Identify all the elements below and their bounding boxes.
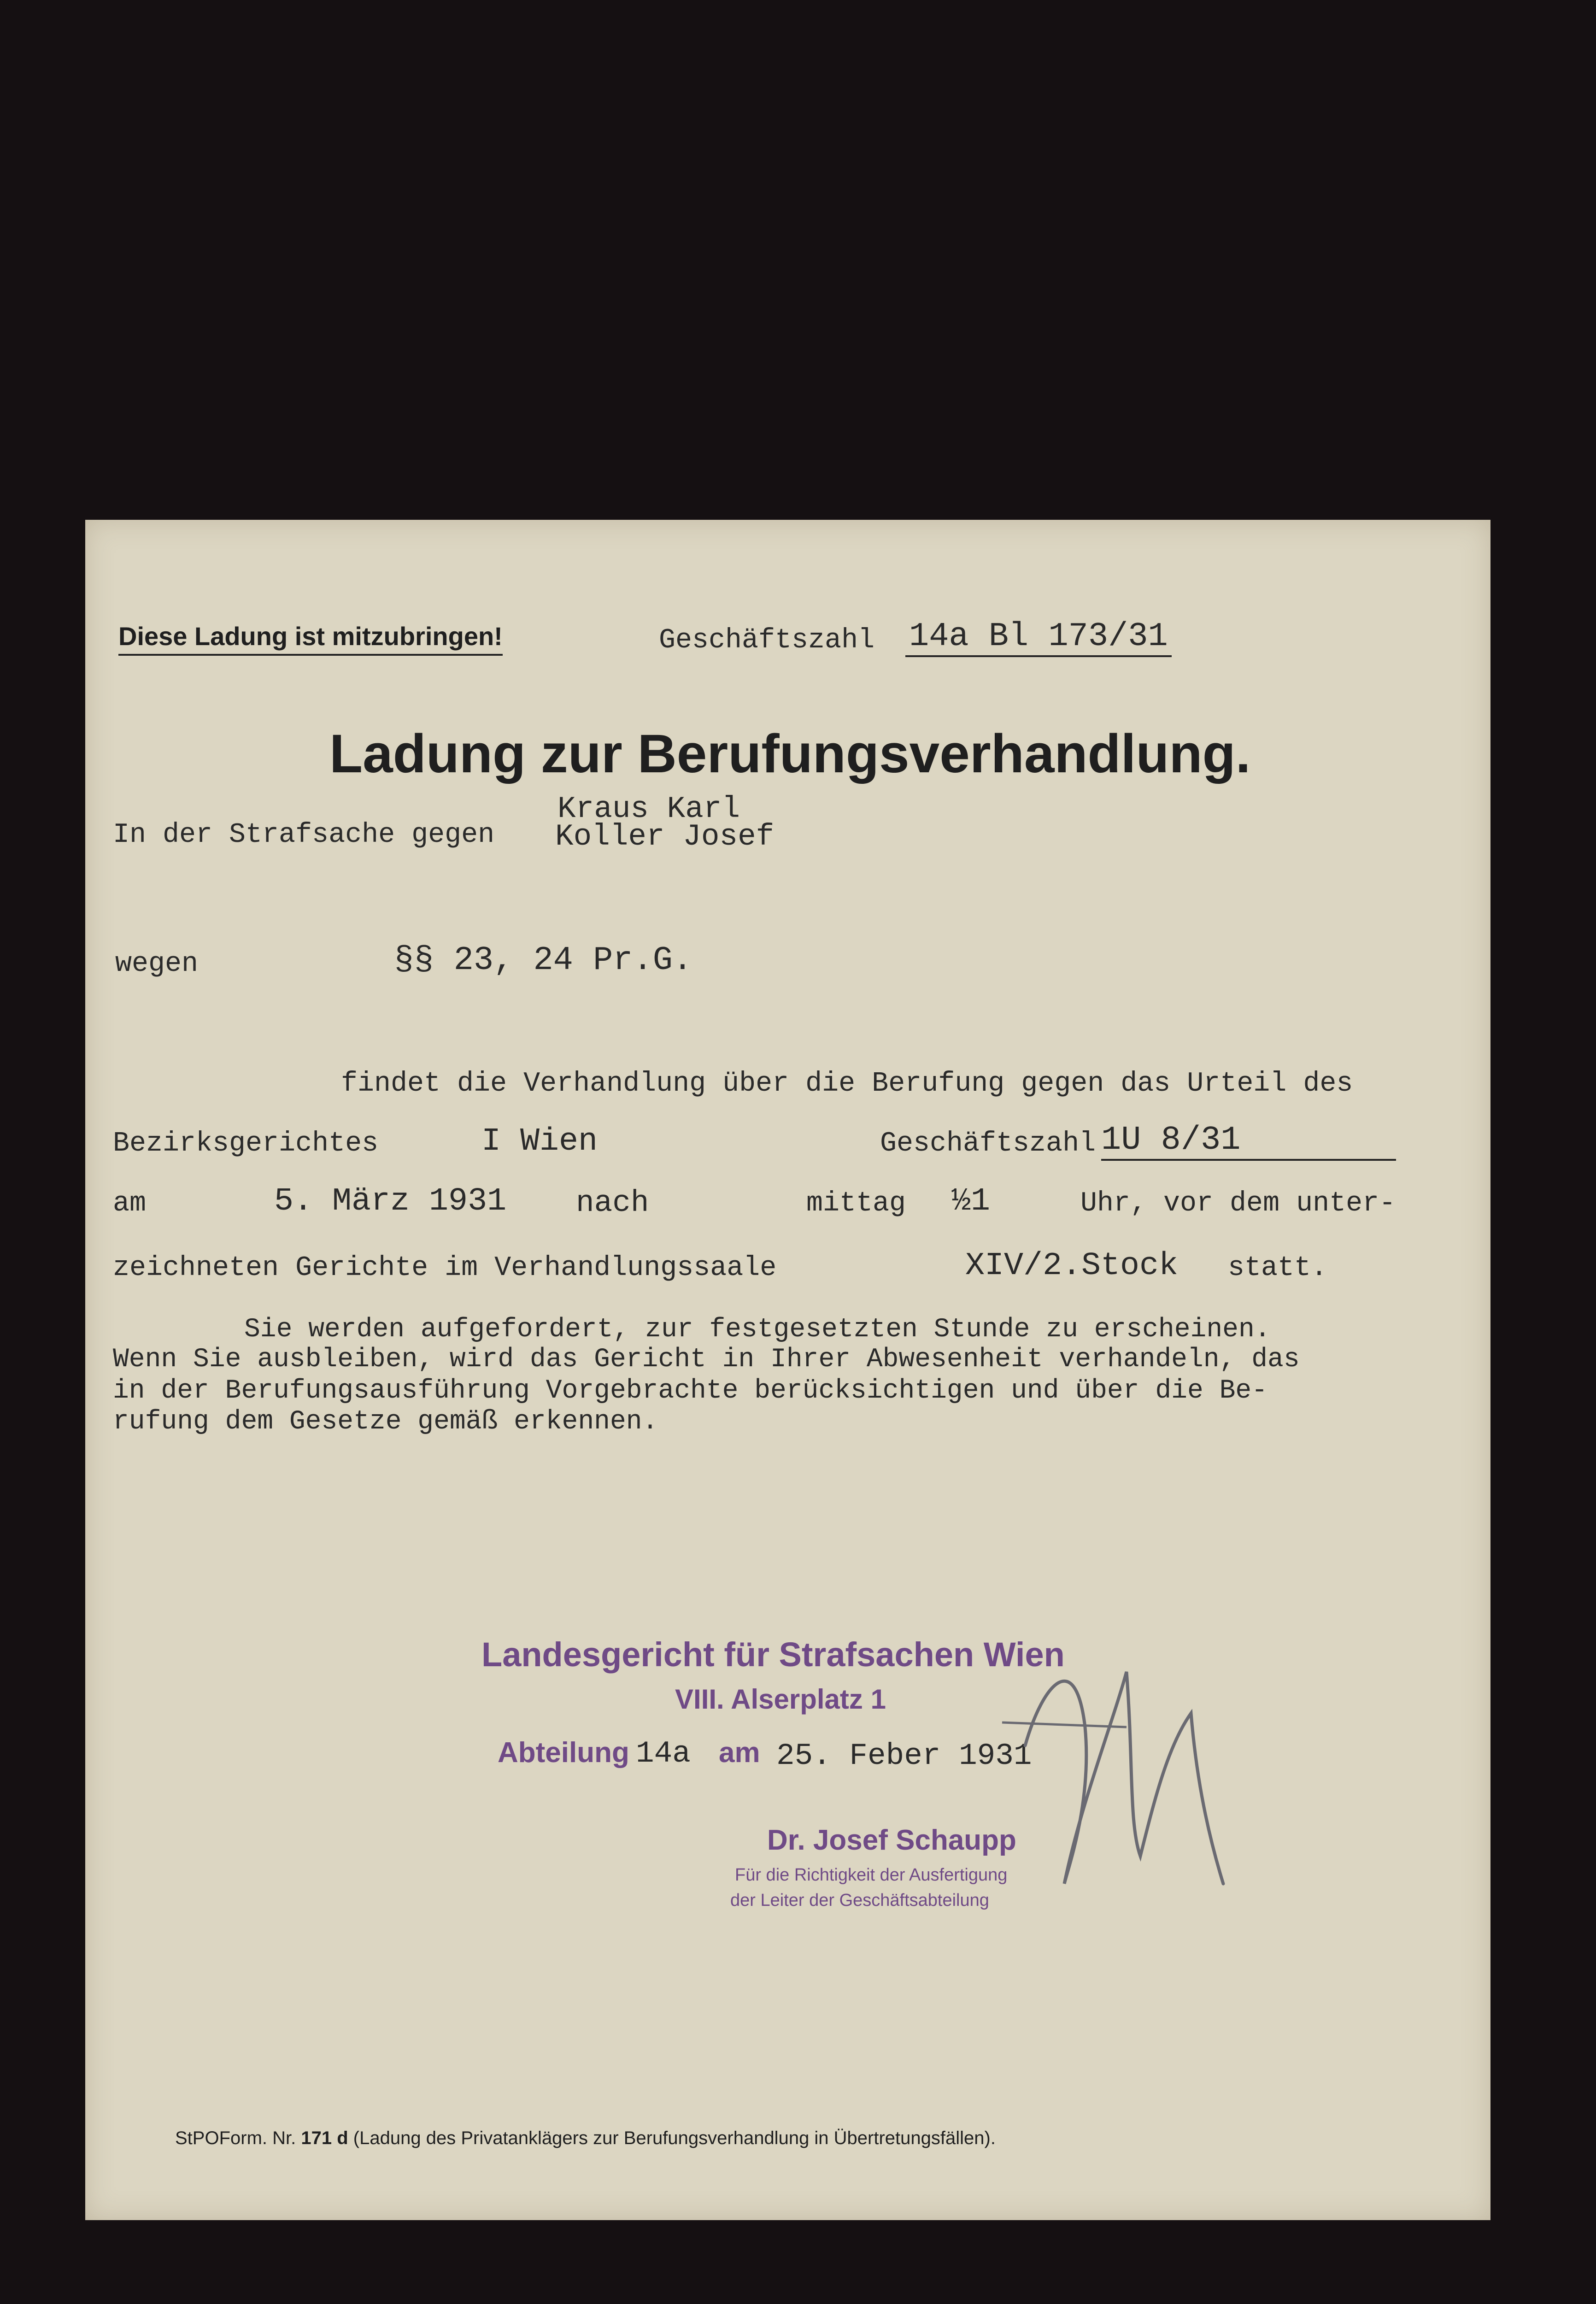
defendant-1: Kraus Karl [557, 792, 740, 826]
time-suffix: mittag [806, 1188, 906, 1219]
room-line: zeichneten Gerichte im Verhandlungssaale [113, 1252, 777, 1284]
stamp-address: VIII. Alserplatz 1 [675, 1684, 886, 1715]
court-ref-label: Geschäftszahl [880, 1128, 1096, 1159]
document-page [85, 520, 1490, 2220]
form-footer [175, 2128, 996, 2149]
court-label: Bezirksgerichtes [113, 1128, 379, 1159]
room-end: statt. [1228, 1252, 1328, 1284]
stamp-official-name: Dr. Josef Schaupp [767, 1824, 1016, 1856]
body-line-1: findet die Verhandlung über die Berufung gegen das Urteil des [341, 1068, 1353, 1099]
stamp-official-role-2: der Leiter der Geschäftsabteilung [730, 1891, 989, 1910]
reference-label: Geschäftszahl [659, 625, 875, 656]
form-label: StPOForm. Nr. [175, 2128, 296, 2148]
defendant-2: Koller Josef [555, 819, 775, 854]
reason-value: §§ 23, 24 Pr.G. [394, 941, 693, 979]
date-label: am [113, 1188, 147, 1219]
time-rest: Uhr, vor dem unter- [1080, 1188, 1396, 1219]
form-number: 171 d [301, 2128, 348, 2148]
form-description: (Ladung des Privatanklägers zur Berufungsverhandlung in Übertretungsfällen). [353, 2128, 996, 2148]
case-label: In der Strafsache gegen [113, 819, 495, 851]
reason-label: wegen [115, 948, 199, 980]
date-value: 5. März 1931 [274, 1183, 507, 1220]
instruction-line-4: rufung dem Gesetze gemäß erkennen. [113, 1407, 658, 1437]
stamp-department-label: Abteilung [498, 1737, 629, 1769]
page-title: Ladung zur Berufungsverhandlung. [329, 723, 1251, 784]
stamp-date-label: am [719, 1737, 760, 1769]
stamp-court-name: Landesgericht für Strafsachen Wien [481, 1635, 1065, 1674]
instruction-line-2: Wenn Sie ausbleiben, wird das Gericht in Ihrer Abwesenheit verhandeln, das [113, 1345, 1300, 1375]
stamp-date-value: 25. Feber 1931 [776, 1739, 1032, 1773]
notice-label: Diese Ladung ist mitzubringen! [118, 621, 503, 656]
instruction-line-1: Sie werden aufgefordert, zur festgesetzten Stunde zu erscheinen. [244, 1315, 1271, 1345]
court-value: I Wien [481, 1123, 598, 1160]
stamp-official-role-1: Für die Richtigkeit der Ausfertigung [735, 1865, 1008, 1885]
stamp-department-value: 14a [636, 1736, 691, 1771]
room-value: XIV/2.Stock [965, 1248, 1179, 1284]
time-prefix: nach [576, 1186, 649, 1220]
instruction-line-3: in der Berufungsausführung Vorgebrachte berücksichtigen und über die Be- [113, 1376, 1268, 1406]
time-value: ½1 [951, 1183, 991, 1220]
reference-number: 14a Bl 173/31 [905, 617, 1172, 657]
signature [974, 1607, 1251, 1921]
court-ref-value: 1U 8/31 [1101, 1121, 1396, 1161]
